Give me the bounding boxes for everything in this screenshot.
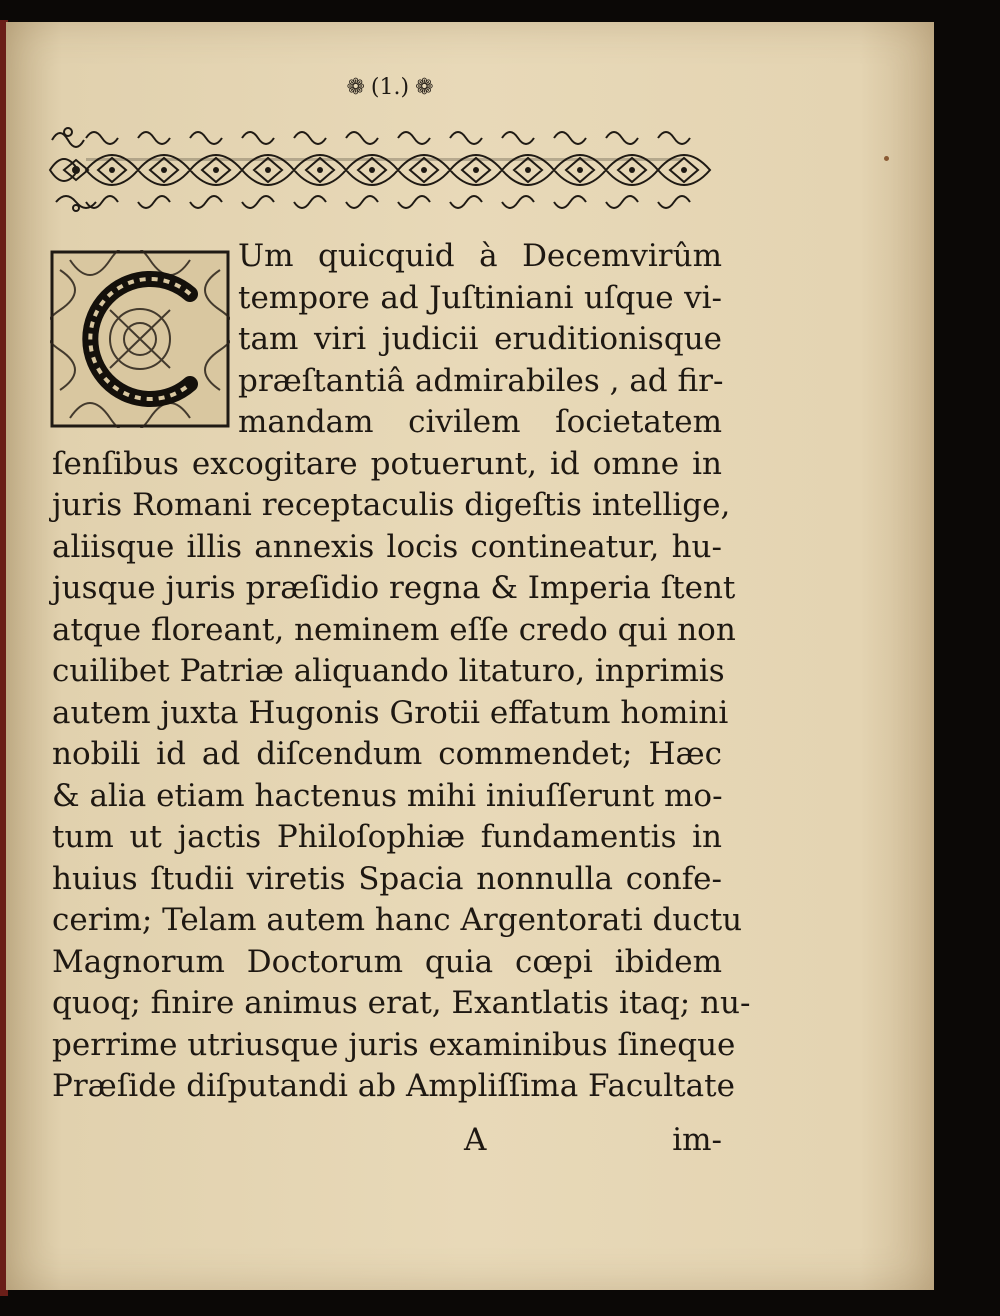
text-line: atque floreant, neminem eſſe credo qui non	[52, 611, 736, 648]
text-line: Um quicquid à Decemvirûm	[238, 238, 722, 274]
text-line: nobili id ad diſcendum commendet; Hæc	[52, 736, 722, 772]
rosette-icon: ❁	[415, 74, 434, 100]
page-footer	[52, 1122, 722, 1162]
page-header	[320, 72, 460, 102]
text-line: tam viri judicii eruditionisque	[238, 321, 722, 357]
text-line: huius ſtudii viretis Spacia nonnulla confe-	[52, 860, 722, 897]
text-line: cuilibet Patriæ aliquando litaturo, inprimis	[52, 653, 725, 689]
text-line: Præſide diſputandi ab Ampliſſima Facultate	[52, 1068, 735, 1104]
catchword: im-	[672, 1122, 722, 1158]
text-line: & alia etiam hactenus mihi iniuſſerunt mo-	[52, 777, 723, 814]
text-line: tum ut jactis Philoſophiæ fundamentis in	[52, 819, 722, 855]
text-line: mandam civilem ſocietatem	[238, 404, 722, 440]
text-line: perrime utriusque juris examinibus ſineque	[52, 1026, 736, 1063]
text-line: juris Romani receptaculis digeſtis intellige,	[52, 487, 731, 523]
text-line: præſtantiâ admirabiles , ad fir-	[238, 362, 724, 399]
text-line: quoq; finire animus erat, Exantlatis itaq; nu-	[52, 985, 751, 1021]
text-line: autem juxta Hugonis Grotii effatum homini	[52, 694, 729, 731]
text-line: jusque juris præſidio regna & Imperia ſtent	[52, 570, 736, 606]
rosette-icon: ❁	[346, 74, 365, 100]
paper-stain	[884, 156, 889, 161]
body-text	[52, 236, 751, 1108]
signature-mark: A	[464, 1122, 487, 1158]
text-line: ſenſibus excogitare potuerunt, id omne in	[52, 445, 722, 482]
text-line: cerim; Telam autem hanc Argentorati ductu	[52, 902, 743, 938]
floral-band-icon	[46, 118, 722, 218]
text-line: Magnorum Doctorum quia cœpi ibidem	[52, 943, 722, 980]
text-line: tempore ad Juſtiniani uſque vi-	[238, 279, 722, 316]
page-number: (1.)	[370, 74, 410, 100]
text-line: aliisque illis annexis locis contineatur, hu-	[52, 528, 722, 565]
